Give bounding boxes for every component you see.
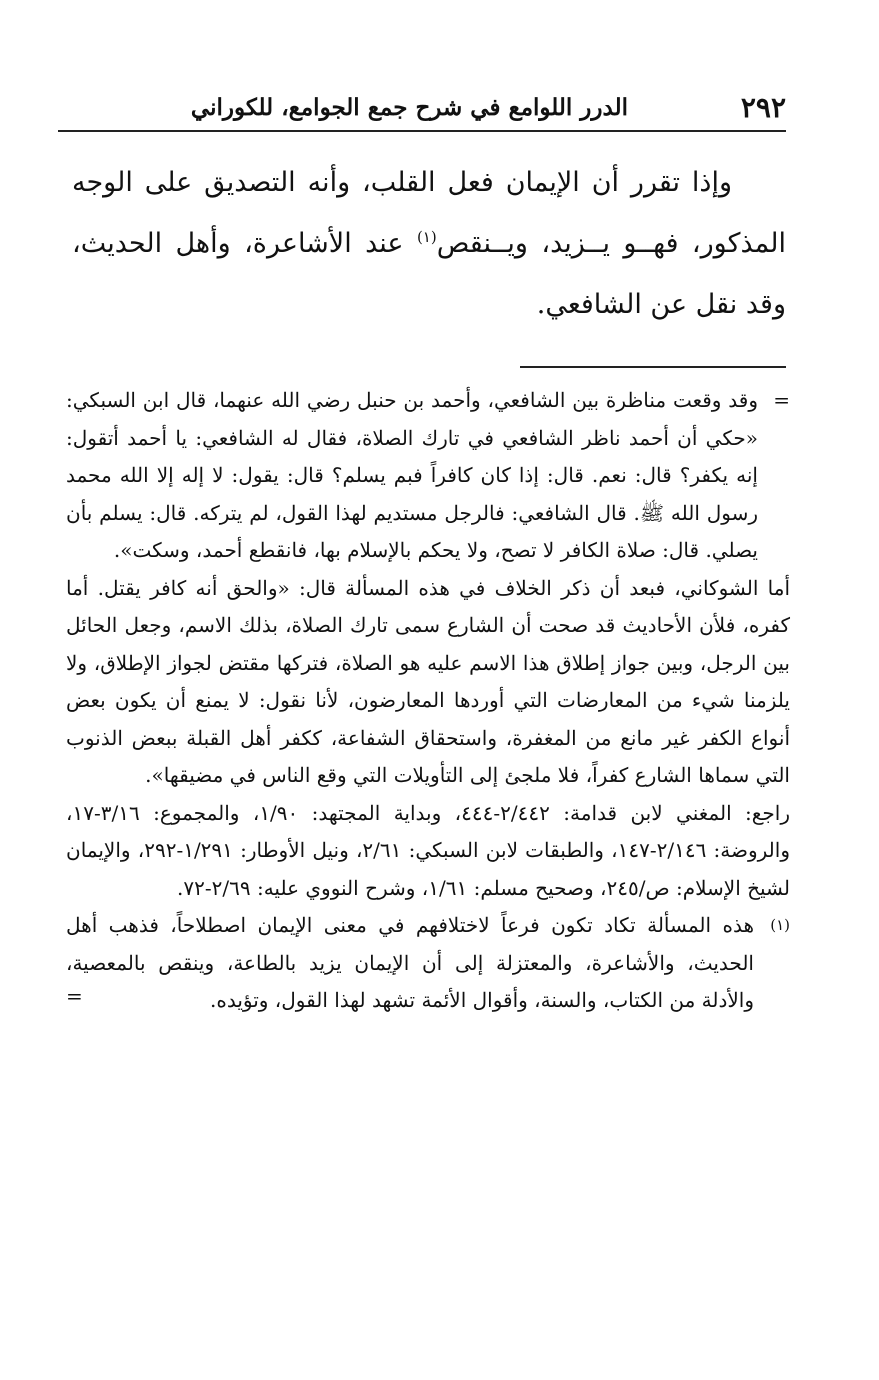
continuation-mark: = [773, 388, 790, 412]
footnote-1-text: هذه المسألة تكاد تكون فرعاً لاختلافهم في معنى الإيمان اصطلاحاً، فذهب أهل الحديث، والأشاعرة، والمعتزلة إلى أن الإيمان يزيد بالطاعة، وينقص بالمعصية، والأدلة من الكتاب، والسنة، وأقوال الأئمة تشهد لهذا القول، وتؤيده. [66, 913, 754, 1012]
main-text [72, 152, 786, 335]
footnote-references: راجع: المغني لابن قدامة: ٢/٤٤٢-٤٤٤، وبداية المجتهد: ١/٩٠، والمجموع: ٣/١٦-١٧، والروضة: ٢/١٤٦-١٤٧، والطبقات لابن السبكي: ٢/٦١، ونيل الأوطار: ١/٢٩١-٢٩٢، والإيمان لشيخ الإسلام: ص/٢٤٥، وصحيح مسلم: ١/٦١، وشرح النووي عليه: ٢/٦٩-٧٢. [66, 800, 790, 900]
page-number: ٢٩٢ [740, 91, 786, 124]
footnote-1-number: (١) [770, 916, 790, 934]
footnote-paragraph: أما الشوكاني، فبعد أن ذكر الخلاف في هذه المسألة قال: «والحق أنه كافر يقتل. أما كفره، فلأن الأحاديث قد صحت أن الشارع سمى تارك الصلاة، بذلك الاسم، وجعل الحائل بين الرجل، وبين جواز إطلاق هذا الاسم عليه هو الصلاة، فتركها مقتض لجواز الإطلاق، ولا يلزمنا شيء من المعارضات التي أوردها المعارضون، لأنا نقول: لا يمنع أن يكون بعض أنواع الكفر غير مانع من المغفرة، واستحقاق الشفاعة، ككفر أهل القبلة ببعض الذنوب التي سماها الشارع كفراً، فلا ملجئ إلى التأويلات التي وقع الناس في مضيقها». [66, 575, 791, 787]
footnotes [66, 382, 790, 1020]
footnote-1 [66, 907, 790, 1020]
footnote-paragraph: وقد وقعت مناظرة بين الشافعي، وأحمد بن حنبل رضي الله عنهما، قال ابن السبكي: «حكي أن أحمد ناظر الشافعي في تارك الصلاة، فقال له الشافعي: يا أحمد أتقول: إنه يكفر؟ قال: نعم. قال: إذا كان كافراً فبم يسلم؟ قال: يقول: لا إله إلا الله محمد رسول الله ﷺ. قال الشافعي: فالرجل مستديم لهذا القول، لم يتركه. قال: يسلم بأن يصلي. قال: صلاة الكافر لا تصح، ولا يحكم بالإسلام بها، فانقطع أحمد، وسكت». [66, 388, 758, 562]
page-header [58, 92, 786, 124]
footnote-separator [520, 366, 786, 368]
main-paragraph [72, 152, 786, 335]
bottom-continuation-mark: = [66, 984, 83, 1008]
main-text-after-note: عند الأشاعرة، وأهل الحديث، وقد نقل عن الشافعي. [72, 228, 786, 320]
running-title: الدرر اللوامع في شرح جمع الجوامع، للكوراني [190, 94, 628, 121]
continued-footnote [66, 382, 790, 570]
note-reference-1: (١) [416, 228, 437, 246]
header-rule [58, 130, 786, 132]
main-text-before-note: وإذا تقرر أن الإيمان فعل القلب، وأنه التصديق على الوجه المذكور، فهــو يــزيد، ويــنقص [72, 167, 786, 259]
